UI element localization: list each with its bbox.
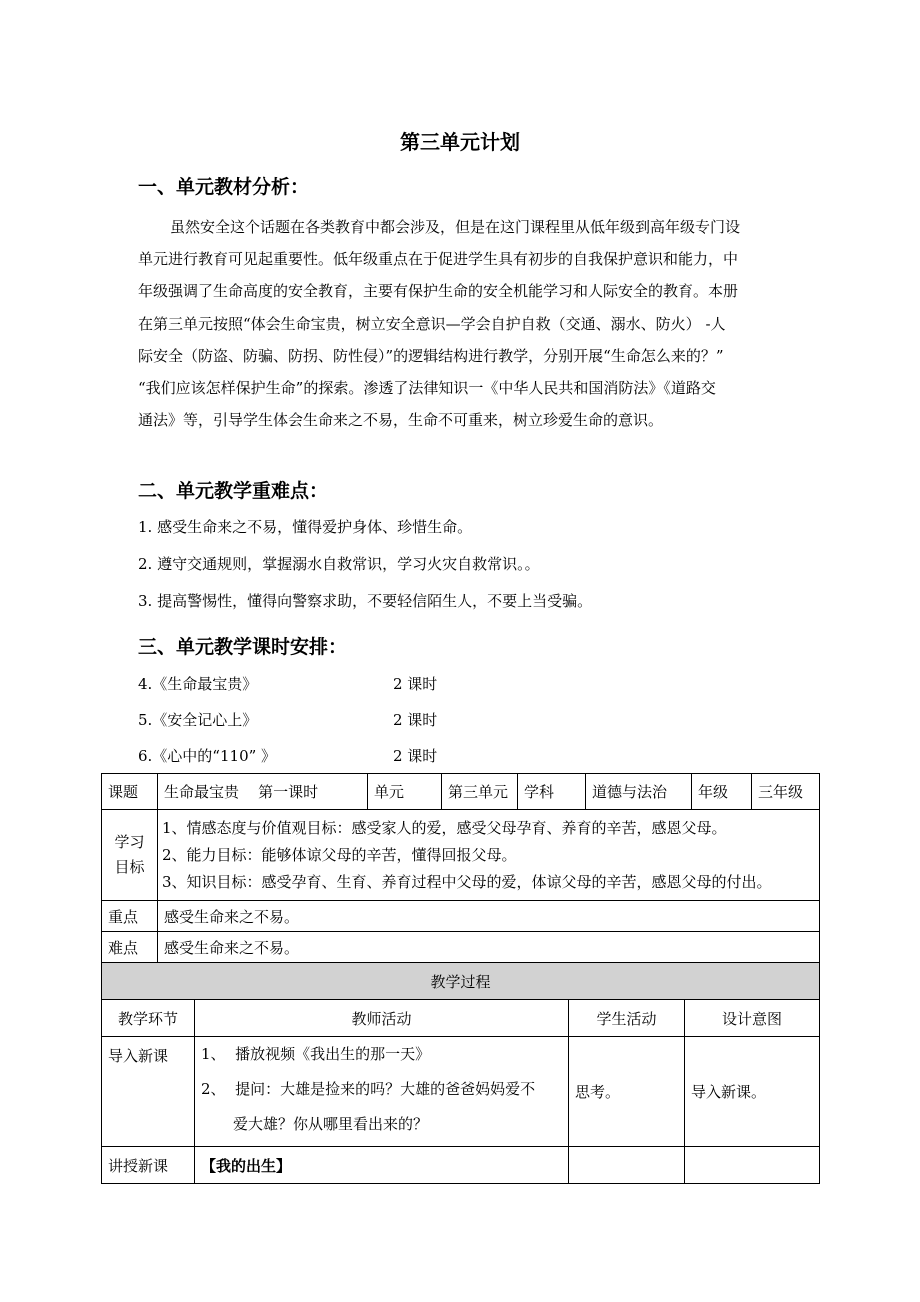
- lesson-value: 生命最宝贵 第一课时: [158, 774, 368, 810]
- student-activity-cell: 思考。: [569, 1037, 685, 1147]
- goals-label-line: 学习: [114, 833, 145, 851]
- section-1-paragraph: [138, 211, 788, 436]
- teacher-activity-cell: 【我的出生】: [195, 1147, 569, 1184]
- paragraph-line: 在第三单元按照“体会生命宝贵，树立安全意识—学会自护自救（交通、溺水、防火） -人: [138, 314, 726, 333]
- process-header: 教学过程: [102, 963, 820, 1000]
- schedule-lesson-name: 4.《生命最宝贵》: [138, 675, 258, 693]
- paragraph-line: 虽然安全这个话题在各类教育中都会涉及，但是在这门课程里从低年级到高年级专门设: [170, 218, 741, 236]
- design-intent-cell: 导入新课。: [685, 1037, 820, 1147]
- subject-value: 道德与法治: [586, 774, 692, 810]
- goal-item: 2、能力目标：能够体谅父母的辛苦，懂得回报父母。: [162, 845, 517, 864]
- schedule-lesson-name: 6.《心中的“110” 》: [138, 747, 277, 765]
- stage-cell: 导入新课: [102, 1037, 195, 1147]
- subject-label: 学科: [518, 774, 586, 810]
- teaching-process-table: [101, 962, 820, 1184]
- grade-value: 三年级: [752, 774, 820, 810]
- lesson-label: 课题: [102, 774, 158, 810]
- schedule-lesson-name: 5.《安全记心上》: [138, 711, 258, 729]
- key-point-item: 1. 感受生命来之不易，懂得爱护身体、珍惜生命。: [138, 518, 473, 536]
- paragraph-line: 际安全（防盗、防骗、防拐、防性侵）”的逻辑结构进行教学，分别开展“生命怎么来的？”: [138, 346, 724, 365]
- lesson-info-table: [101, 773, 820, 963]
- key-point-item: 2. 遵守交通规则，掌握溺水自救常识，学习火灾自救常识。。: [138, 555, 540, 573]
- schedule-lesson-hours: 2 课时: [393, 675, 438, 693]
- paragraph-line: 单元进行教育可见起重要性。低年级重点在于促进学生具有初步的自我保护意识和能力，中: [138, 250, 739, 269]
- teacher-activity-cell: [195, 1037, 569, 1147]
- paragraph-line: 年级强调了生命高度的安全教育，主要有保护生命的安全机能学习和人际安全的教育。本册: [138, 282, 739, 301]
- column-header-intent: 设计意图: [685, 1000, 820, 1037]
- column-header-teacher: 教师活动: [195, 1000, 569, 1037]
- grade-label: 年级: [692, 774, 752, 810]
- column-header-stage: 教学环节: [102, 1000, 195, 1037]
- schedule-lesson-hours: 2 课时: [393, 747, 438, 765]
- stage-cell: 讲授新课: [102, 1147, 195, 1184]
- teacher-activity-line: 1、 播放视频《我出生的那一天》: [201, 1045, 431, 1063]
- teacher-activity-line: 2、 提问：大雄是捡来的吗？大雄的爸爸妈妈爱不: [201, 1080, 536, 1098]
- unit-value: 第三单元: [442, 774, 518, 810]
- key-point-item: 3. 提高警惕性，懂得向警察求助，不要轻信陌生人，不要上当受骗。: [138, 592, 593, 610]
- unit-label: 单元: [368, 774, 442, 810]
- section-1-heading: 一、单元教材分析：: [138, 176, 310, 198]
- goals-label: [102, 810, 158, 901]
- section-3-heading: 三、单元教学课时安排：: [138, 636, 348, 658]
- key-label: 重点: [102, 901, 158, 932]
- schedule-lesson-hours: 2 课时: [393, 711, 438, 729]
- design-intent-cell: [685, 1147, 820, 1184]
- column-header-student: 学生活动: [569, 1000, 685, 1037]
- teacher-activity-line: 爱大雄？你从哪里看出来的？: [233, 1115, 429, 1133]
- difficult-label: 难点: [102, 932, 158, 963]
- student-activity-cell: [569, 1147, 685, 1184]
- paragraph-line: “我们应该怎样保护生命”的探索。渗透了法律知识一《中华人民共和国消防法》《道路交: [138, 379, 716, 398]
- goal-item: 1、情感态度与价值观目标：感受家人的爱，感受父母孕育、养育的辛苦，感恩父母。: [162, 818, 727, 837]
- difficult-value: 感受生命来之不易。: [158, 932, 820, 963]
- goals-label-line: 目标: [114, 858, 145, 876]
- section-2-heading: 二、单元教学重难点：: [138, 480, 329, 502]
- paragraph-line: 通法》等，引导学生体会生命来之不易，生命不可重来，树立珍爱生命的意识。: [138, 411, 664, 430]
- goal-item: 3、知识目标：感受孕育、生育、养育过程中父母的爱，体谅父母的辛苦，感恩父母的付出。: [162, 872, 772, 891]
- goals-content: [158, 810, 820, 901]
- key-value: 感受生命来之不易。: [158, 901, 820, 932]
- page-title: 第三单元计划: [400, 130, 520, 154]
